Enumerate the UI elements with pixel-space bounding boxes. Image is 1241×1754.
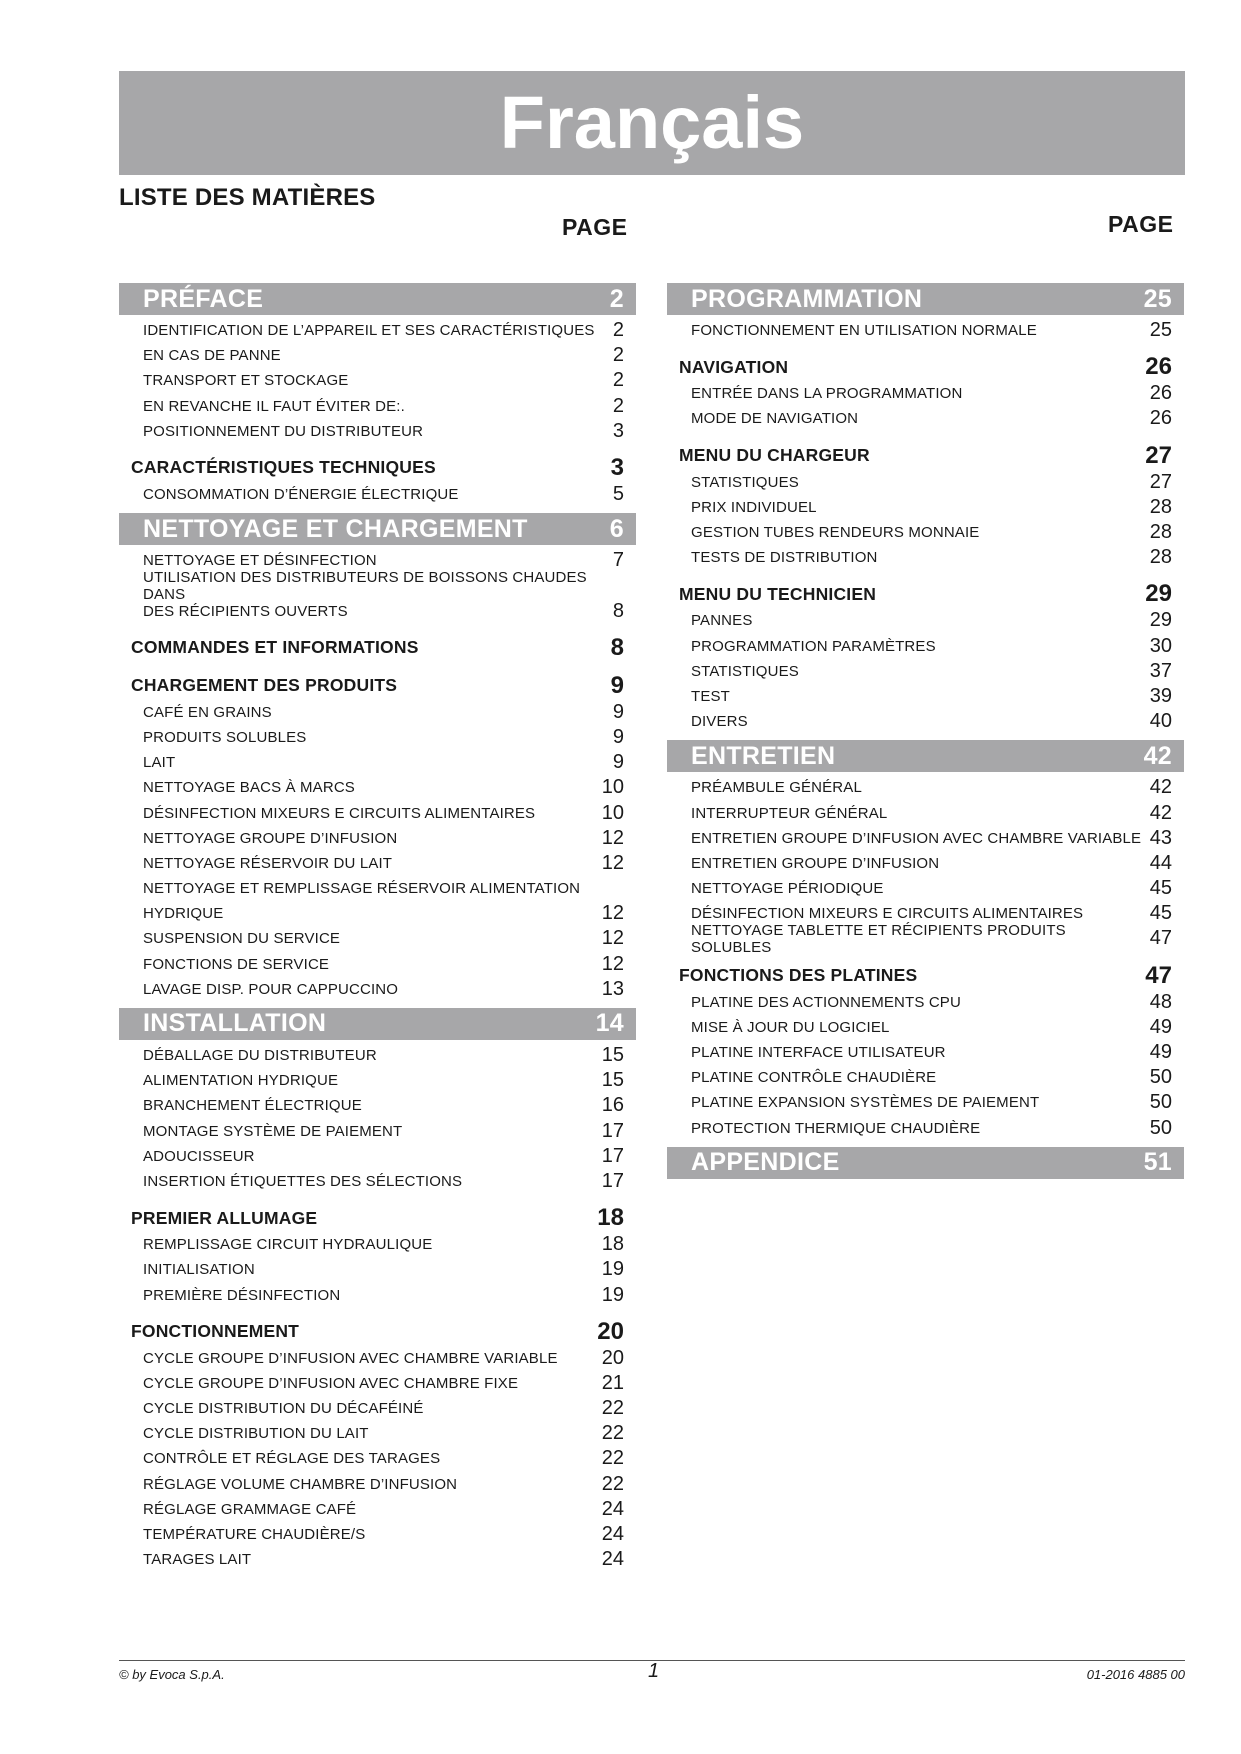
toc-entry: [119, 394, 636, 419]
entry-title: TESTS DE DISTRIBUTION: [691, 549, 878, 567]
entry-page: 8: [610, 633, 624, 661]
entry-page: 16: [601, 1094, 624, 1117]
entry-title: MENU DU CHARGEUR: [679, 445, 870, 466]
toc-entry: [119, 1346, 636, 1371]
toc-entry: [119, 1396, 636, 1421]
entry-page: 17: [601, 1119, 624, 1142]
entry-title: MISE À JOUR DU LOGICIEL: [691, 1018, 890, 1036]
entry-page: 7: [612, 549, 624, 572]
entry-page: 14: [595, 1009, 624, 1038]
toc-entry: [667, 634, 1184, 659]
section-heading: [667, 580, 1184, 608]
toc-entry: [667, 495, 1184, 520]
entry-page: 5: [612, 483, 624, 506]
entry-title: ALIMENTATION HYDRIQUE: [143, 1072, 339, 1090]
entry-title: PLATINE EXPANSION SYSTÈMES DE PAIEMENT: [691, 1094, 1040, 1112]
entry-title: TARAGES LAIT: [143, 1551, 252, 1569]
entry-page: 25: [1143, 284, 1172, 313]
entry-page: 2: [612, 319, 624, 342]
entry-page: 21: [601, 1371, 624, 1394]
entry-title: PROGRAMMATION: [691, 284, 923, 313]
toc-entry: [119, 1144, 636, 1169]
entry-title: CYCLE DISTRIBUTION DU LAIT: [143, 1425, 369, 1443]
entry-title: CYCLE GROUPE D’INFUSION AVEC CHAMBRE FIXE: [143, 1374, 519, 1392]
entry-title: NETTOYAGE ET DÉSINFECTION: [143, 552, 377, 570]
entry-page: 37: [1149, 659, 1172, 682]
entry-page: 29: [1145, 580, 1172, 608]
entry-page: 10: [601, 776, 624, 799]
entry-title: PRIX INDIVIDUEL: [691, 498, 817, 516]
entry-title: INITIALISATION: [143, 1261, 255, 1279]
entry-page: 42: [1143, 741, 1172, 770]
entry-page: 19: [601, 1283, 624, 1306]
toc-entry: [119, 368, 636, 393]
entry-title: RÉGLAGE VOLUME CHAMBRE D’INFUSION: [143, 1475, 458, 1493]
entry-title: NETTOYAGE TABLETTE ET RÉCIPIENTS PRODUITS SOLUBLES: [691, 921, 1066, 956]
toc-entry: [119, 482, 636, 507]
page-column-label-right: PAGE: [1108, 211, 1174, 237]
entry-page: 29: [1149, 609, 1172, 632]
entry-title: PRÉAMBULE GÉNÉRAL: [691, 779, 862, 797]
entry-title: CAFÉ EN GRAINS: [143, 703, 272, 721]
entry-title: GESTION TUBES RENDEURS MONNAIE: [691, 524, 980, 542]
entry-page: 26: [1145, 353, 1172, 381]
entry-title: ENTRETIEN GROUPE D’INFUSION: [691, 854, 940, 872]
section-bar: [119, 513, 636, 545]
toc-entry: [667, 608, 1184, 633]
entry-title: STATISTIQUES: [691, 473, 799, 491]
entry-title: REMPLISSAGE CIRCUIT HYDRAULIQUE: [143, 1236, 433, 1254]
footer-copyright: © by Evoca S.p.A.: [119, 1667, 225, 1682]
entry-title: CARACTÉRISTIQUES TECHNIQUES: [131, 457, 436, 478]
entry-title: TEMPÉRATURE CHAUDIÈRE/S: [143, 1526, 366, 1544]
toc-entry: [119, 876, 636, 901]
toc-entry: [667, 520, 1184, 545]
entry-page: 8: [612, 599, 624, 622]
entry-page: 44: [1149, 851, 1172, 874]
toc-entry: [119, 952, 636, 977]
section-heading: [667, 442, 1184, 470]
entry-title: PROGRAMMATION PARAMÈTRES: [691, 637, 936, 655]
entry-page: 9: [612, 725, 624, 748]
entry-page: 42: [1149, 776, 1172, 799]
entry-title: INTERRUPTEUR GÉNÉRAL: [691, 804, 888, 822]
entry-page: 50: [1149, 1116, 1172, 1139]
toc-entry: [119, 318, 636, 343]
section-bar: [667, 1147, 1184, 1179]
toc-entry: [119, 926, 636, 951]
toc-entry: [667, 1065, 1184, 1090]
entry-title: POSITIONNEMENT DU DISTRIBUTEUR: [143, 422, 424, 440]
entry-page: 30: [1149, 634, 1172, 657]
entry-title: ENTRETIEN GROUPE D’INFUSION AVEC CHAMBRE VARIABLE: [691, 829, 1142, 847]
entry-page: 12: [601, 927, 624, 950]
toc-entry: [119, 725, 636, 750]
toc-right-column: [667, 283, 1184, 1182]
entry-title: DÉBALLAGE DU DISTRIBUTEUR: [143, 1047, 377, 1065]
toc-entry: [119, 1169, 636, 1194]
section-heading: [119, 634, 636, 662]
entry-title: HYDRIQUE: [143, 905, 224, 923]
entry-page: 22: [601, 1397, 624, 1420]
entry-title: NAVIGATION: [679, 356, 789, 377]
toc-entry: [119, 1043, 636, 1068]
entry-page: 43: [1149, 826, 1172, 849]
entry-title: DÉSINFECTION MIXEURS E CIRCUITS ALIMENTAIRES: [143, 804, 536, 822]
footer-doc-code: 01-2016 4885 00: [1086, 1667, 1185, 1682]
entry-page: 28: [1149, 495, 1172, 518]
toc-entry: [119, 1068, 636, 1093]
toc-entry: [119, 1446, 636, 1471]
entry-page: 47: [1145, 961, 1172, 989]
entry-title: PLATINE DES ACTIONNEMENTS CPU: [691, 993, 961, 1011]
entry-title: NETTOYAGE ET CHARGEMENT: [143, 514, 528, 543]
entry-title: ADOUCISSEUR: [143, 1147, 255, 1165]
entry-title: DIVERS: [691, 713, 748, 731]
entry-title: FONCTIONNEMENT: [131, 1321, 300, 1342]
entry-title: STATISTIQUES: [691, 662, 799, 680]
entry-page: 49: [1149, 1015, 1172, 1038]
entry-page: 24: [601, 1548, 624, 1571]
entry-page: 22: [601, 1472, 624, 1495]
entry-page: 6: [609, 514, 624, 543]
entry-title: PANNES: [691, 612, 753, 630]
entry-title: MENU DU TECHNICIEN: [679, 583, 877, 604]
entry-title: IDENTIFICATION DE L’APPAREIL ET SES CARACTÉRISTIQUES: [143, 322, 595, 340]
entry-page: 24: [601, 1497, 624, 1520]
section-heading: [667, 353, 1184, 381]
toc-entry: [667, 545, 1184, 570]
entry-title: FONCTIONS DE SERVICE: [143, 955, 330, 973]
entry-page: 2: [609, 284, 624, 313]
entry-page: 17: [601, 1169, 624, 1192]
language-banner: Français: [119, 71, 1185, 175]
entry-title: PRODUITS SOLUBLES: [143, 728, 307, 746]
entry-title: RÉGLAGE GRAMMAGE CAFÉ: [143, 1500, 357, 1518]
entry-page: 40: [1149, 710, 1172, 733]
toc-entry: [119, 1282, 636, 1307]
toc-entry: [667, 1040, 1184, 1065]
toc-entry: [667, 990, 1184, 1015]
toc-entry: [119, 1547, 636, 1572]
toc-entry: [119, 1421, 636, 1446]
toc-entry: [119, 1472, 636, 1497]
entry-title: MODE DE NAVIGATION: [691, 410, 859, 428]
entry-page: 26: [1149, 382, 1172, 405]
toc-entry: [667, 1116, 1184, 1141]
entry-title: CYCLE DISTRIBUTION DU DÉCAFÉINÉ: [143, 1400, 424, 1418]
entry-title: PRÉFACE: [143, 284, 264, 313]
entry-page: 13: [601, 977, 624, 1000]
entry-page: 10: [601, 801, 624, 824]
toc-entry: [119, 419, 636, 444]
entry-page: 12: [601, 902, 624, 925]
entry-page: 12: [601, 851, 624, 874]
toc-entry: [119, 1257, 636, 1282]
entry-page: 42: [1149, 801, 1172, 824]
entry-page: 22: [601, 1422, 624, 1445]
toc-entry: [119, 343, 636, 368]
entry-page: 25: [1149, 319, 1172, 342]
entry-title: INSTALLATION: [143, 1009, 327, 1038]
toc-entry: [119, 1093, 636, 1118]
entry-page: 50: [1149, 1066, 1172, 1089]
entry-page: 28: [1149, 521, 1172, 544]
entry-page: 47: [1149, 927, 1172, 950]
entry-title: CHARGEMENT DES PRODUITS: [131, 675, 398, 696]
entry-title: PLATINE INTERFACE UTILISATEUR: [691, 1044, 946, 1062]
section-bar: [667, 283, 1184, 315]
entry-title: LAIT: [143, 754, 176, 772]
toc-entry: [667, 800, 1184, 825]
entry-page: 45: [1149, 877, 1172, 900]
entry-title: CYCLE GROUPE D’INFUSION AVEC CHAMBRE VARIABLE: [143, 1349, 558, 1367]
entry-title: TEST: [691, 687, 730, 705]
entry-title: ENTRÉE DANS LA PROGRAMMATION: [691, 385, 963, 403]
toc-entry: [667, 775, 1184, 800]
toc-left-column: [119, 283, 636, 1572]
entry-title: EN CAS DE PANNE: [143, 347, 281, 365]
entry-title: TRANSPORT ET STOCKAGE: [143, 372, 349, 390]
entry-page: 24: [601, 1523, 624, 1546]
section-bar: [667, 740, 1184, 772]
toc-entry: [667, 921, 1184, 956]
entry-page: 12: [601, 952, 624, 975]
entry-page: 9: [610, 671, 624, 699]
entry-title: FONCTIONS DES PLATINES: [679, 965, 918, 986]
section-heading: [119, 1318, 636, 1346]
entry-title: COMMANDES ET INFORMATIONS: [131, 637, 419, 658]
entry-page: 51: [1143, 1148, 1172, 1177]
entry-title: APPENDICE: [691, 1148, 840, 1177]
toc-entry: [119, 800, 636, 825]
entry-page: 50: [1149, 1091, 1172, 1114]
section-heading: [119, 1204, 636, 1232]
toc-entry: [667, 318, 1184, 343]
entry-page: 9: [612, 700, 624, 723]
entry-title: CONTRÔLE ET RÉGLAGE DES TARAGES: [143, 1450, 441, 1468]
toc-entry: [667, 684, 1184, 709]
section-bar: [119, 1008, 636, 1040]
toc-entry: [667, 1015, 1184, 1040]
entry-title: DÉSINFECTION MIXEURS E CIRCUITS ALIMENTAIRES: [691, 905, 1084, 923]
entry-title: PREMIÈRE DÉSINFECTION: [143, 1286, 341, 1304]
entry-page: 39: [1149, 684, 1172, 707]
toc-entry: [119, 977, 636, 1002]
toc-entry: [119, 826, 636, 851]
entry-page: 18: [601, 1233, 624, 1256]
entry-page: 19: [601, 1258, 624, 1281]
entry-page: 18: [597, 1204, 624, 1232]
entry-page: 20: [601, 1346, 624, 1369]
toc-entry: [667, 659, 1184, 684]
entry-page: 48: [1149, 990, 1172, 1013]
entry-page: 2: [612, 369, 624, 392]
entry-page: 27: [1149, 470, 1172, 493]
toc-entry: [119, 775, 636, 800]
entry-page: 26: [1149, 407, 1172, 430]
section-bar: [119, 283, 636, 315]
entry-title: LAVAGE DISP. POUR CAPPUCCINO: [143, 980, 399, 998]
toc-entry: [667, 826, 1184, 851]
entry-page: 9: [612, 751, 624, 774]
toc-entry: [667, 406, 1184, 431]
entry-page: 12: [601, 826, 624, 849]
entry-page: 22: [601, 1447, 624, 1470]
toc-entry: [119, 1232, 636, 1257]
toc-title: LISTE DES MATIÈRES: [119, 184, 376, 211]
entry-page: 15: [601, 1044, 624, 1067]
entry-title: ENTRETIEN: [691, 741, 836, 770]
entry-title: BRANCHEMENT ÉLECTRIQUE: [143, 1097, 362, 1115]
entry-title: SUSPENSION DU SERVICE: [143, 930, 341, 948]
toc-entry: [119, 750, 636, 775]
toc-entry: [119, 700, 636, 725]
toc-entry: [667, 876, 1184, 901]
entry-page: 3: [612, 419, 624, 442]
entry-page: 3: [610, 453, 624, 481]
toc-entry: [667, 381, 1184, 406]
toc-entry: [119, 1497, 636, 1522]
entry-title: CONSOMMATION D’ÉNERGIE ÉLECTRIQUE: [143, 486, 459, 504]
entry-page: 28: [1149, 546, 1172, 569]
entry-page: 15: [601, 1069, 624, 1092]
entry-title: PROTECTION THERMIQUE CHAUDIÈRE: [691, 1119, 981, 1137]
entry-title: NETTOYAGE GROUPE D’INFUSION: [143, 829, 398, 847]
toc-entry: [119, 1119, 636, 1144]
entry-title: UTILISATION DES DISTRIBUTEURS DE BOISSONS CHAUDES DANS: [143, 568, 587, 603]
section-heading: [119, 454, 636, 482]
entry-title: NETTOYAGE BACS À MARCS: [143, 779, 355, 797]
entry-page: 20: [597, 1317, 624, 1345]
entry-page: 27: [1145, 441, 1172, 469]
footer-page-number: 1: [648, 1660, 660, 1682]
toc-entry: [119, 1371, 636, 1396]
entry-page: 45: [1149, 902, 1172, 925]
entry-page: 2: [612, 344, 624, 367]
entry-title: NETTOYAGE ET REMPLISSAGE RÉSERVOIR ALIMENTATION: [143, 880, 581, 898]
page-column-label-left: PAGE: [562, 214, 628, 240]
toc-entry: [119, 568, 636, 603]
entry-page: 49: [1149, 1041, 1172, 1064]
toc-entry: [667, 851, 1184, 876]
toc-entry: [667, 470, 1184, 495]
toc-entry: [667, 1090, 1184, 1115]
toc-entry: [119, 851, 636, 876]
entry-title: EN REVANCHE IL FAUT ÉVITER DE:.: [143, 397, 405, 415]
entry-page: 2: [612, 394, 624, 417]
entry-title: NETTOYAGE RÉSERVOIR DU LAIT: [143, 854, 393, 872]
entry-page: 17: [601, 1144, 624, 1167]
entry-title: NETTOYAGE PÉRIODIQUE: [691, 880, 884, 898]
toc-entry: [119, 901, 636, 926]
entry-title: PLATINE CONTRÔLE CHAUDIÈRE: [691, 1069, 937, 1087]
toc-entry: [119, 1522, 636, 1547]
section-heading: [667, 962, 1184, 990]
entry-title: INSERTION ÉTIQUETTES DES SÉLECTIONS: [143, 1172, 463, 1190]
entry-title: FONCTIONNEMENT EN UTILISATION NORMALE: [691, 322, 1037, 340]
section-heading: [119, 672, 636, 700]
entry-title: PREMIER ALLUMAGE: [131, 1207, 318, 1228]
toc-entry: [667, 709, 1184, 734]
entry-title: DES RÉCIPIENTS OUVERTS: [143, 602, 348, 620]
entry-title: MONTAGE SYSTÈME DE PAIEMENT: [143, 1122, 403, 1140]
